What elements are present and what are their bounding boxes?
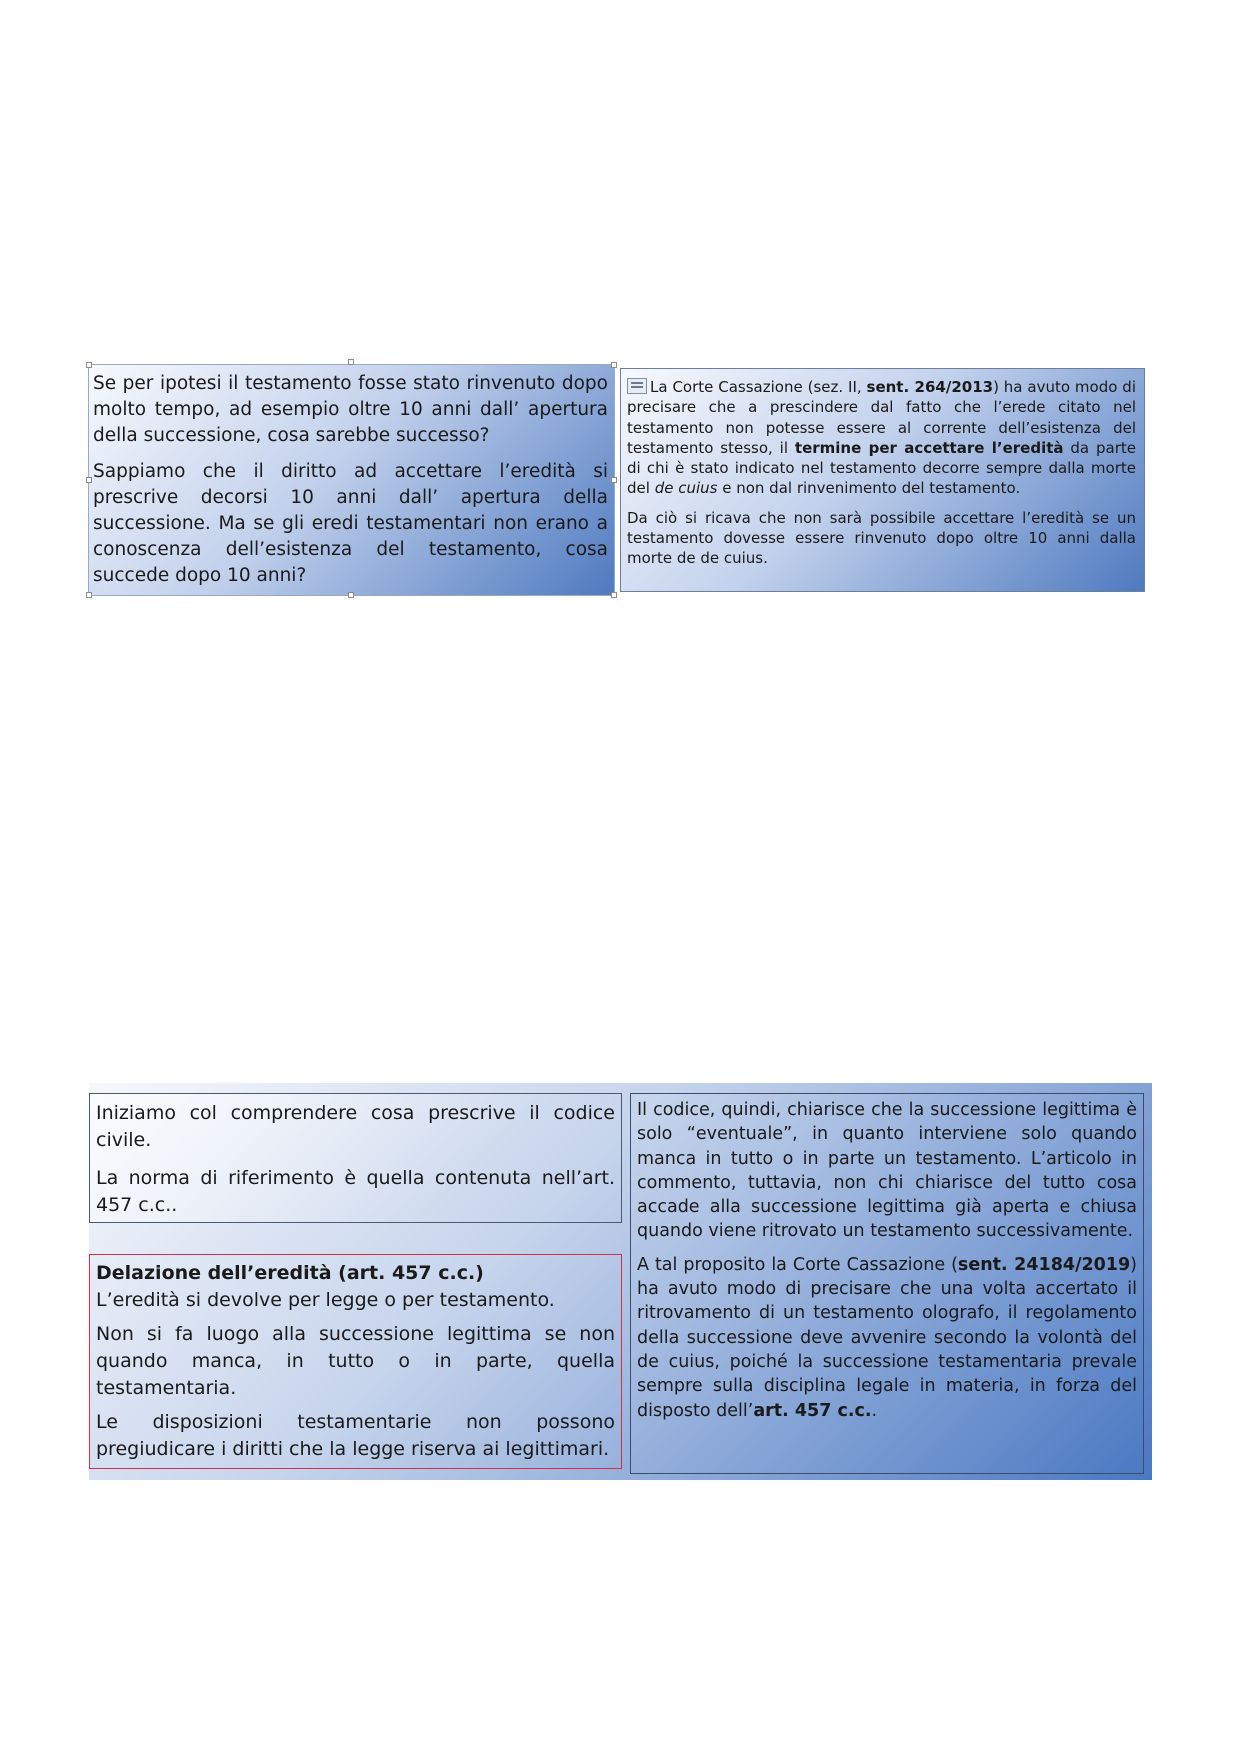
question-paragraph: Se per ipotesi il testamento fosse stato rinvenuto dopo molto tempo, ad esempio oltre 10 anni dall’ apertura della successione, cosa sarebbe successo? [93, 373, 608, 446]
resize-handle-top-left[interactable] [86, 362, 92, 368]
resize-handle-bottom-left[interactable] [86, 592, 92, 598]
resize-handle-right[interactable] [611, 477, 617, 483]
text-box-article-457[interactable] [89, 1254, 622, 1469]
text-box-intro[interactable] [89, 1093, 622, 1223]
conclusion-paragraph: Da ciò si ricava che non sarà possibile accettare l’eredità se un testamento dovesse essere rinvenuto dopo oltre 10 anni dalla morte de de cuius. [627, 508, 1136, 568]
reference-paragraph: La norma di riferimento è quella contenuta nell’art. 457 c.c.. [96, 1167, 615, 1216]
resize-handle-top-right[interactable] [611, 362, 617, 368]
text-box-cassazione-2013[interactable] [620, 368, 1145, 592]
intro-paragraph: Iniziamo col comprendere cosa prescrive il codice civile. [96, 1102, 615, 1151]
cassazione-2019-paragraph: A tal proposito la Corte Cassazione (sent. 24184/2019) ha avuto modo di precisare che una volta accertato il ritrovamento di un testamento olografo, il regolamento della successione deve avvenire secondo la volontà del de cuius, poiché la successione testamentaria prevale sempre sulla disciplina legale in materia, in forza del disposto dell’art. 457 c.c.. [637, 1254, 1137, 1421]
article-paragraph-2: Non si fa luogo alla successione legittima se non quando manca, in tutto o in parte, quella testamentaria. [96, 1323, 615, 1399]
cassazione-2013-paragraph: La Corte Cassazione (sez. II, sent. 264/2013) ha avuto modo di precisare che a prescindere dal fatto che l’erede citato nel testamento non potesse essere al corrente dell’esistenza del testamento stesso, il termine per accettare l’eredità da parte di chi è stato indicato nel testamento decorre sempre dalla morte del de cuius e non dal rinvenimento del testamento. [627, 378, 1136, 498]
prescription-paragraph: Sappiamo che il diritto ad accettare l’eredità si prescrive decorsi 10 anni dall’ apertura della successione. Ma se gli eredi testamentari non erano a conoscenza dell’esistenza del testamento, cosa succede dopo 10 anni? [93, 461, 608, 586]
resize-handle-top[interactable] [348, 359, 354, 365]
article-heading: Delazione dell’eredità (art. 457 c.c.) [96, 1262, 484, 1284]
resize-handle-left[interactable] [86, 477, 92, 483]
text-box-question[interactable] [89, 365, 614, 595]
resize-handle-bottom[interactable] [348, 592, 354, 598]
text-box-cassazione-2019[interactable] [630, 1093, 1144, 1474]
article-paragraph-3: Le disposizioni testamentarie non possono pregiudicare i diritti che la legge riserva ai legittimari. [96, 1411, 615, 1460]
bottom-gradient-panel [89, 1083, 1152, 1480]
resize-handle-bottom-right[interactable] [611, 592, 617, 598]
layout-options-icon[interactable] [627, 378, 647, 394]
article-paragraph-1: L’eredità si devolve per legge o per testamento. [96, 1289, 555, 1311]
explanation-paragraph: Il codice, quindi, chiarisce che la successione legittima è solo “eventuale”, in quanto interviene solo quando manca in tutto o in parte un testamento. L’articolo in commento, tuttavia, non chi chiarisce del tutto cosa accade alla successione legittima già aperta e chiusa quando viene ritrovato un testamento successivamente. [637, 1100, 1137, 1242]
